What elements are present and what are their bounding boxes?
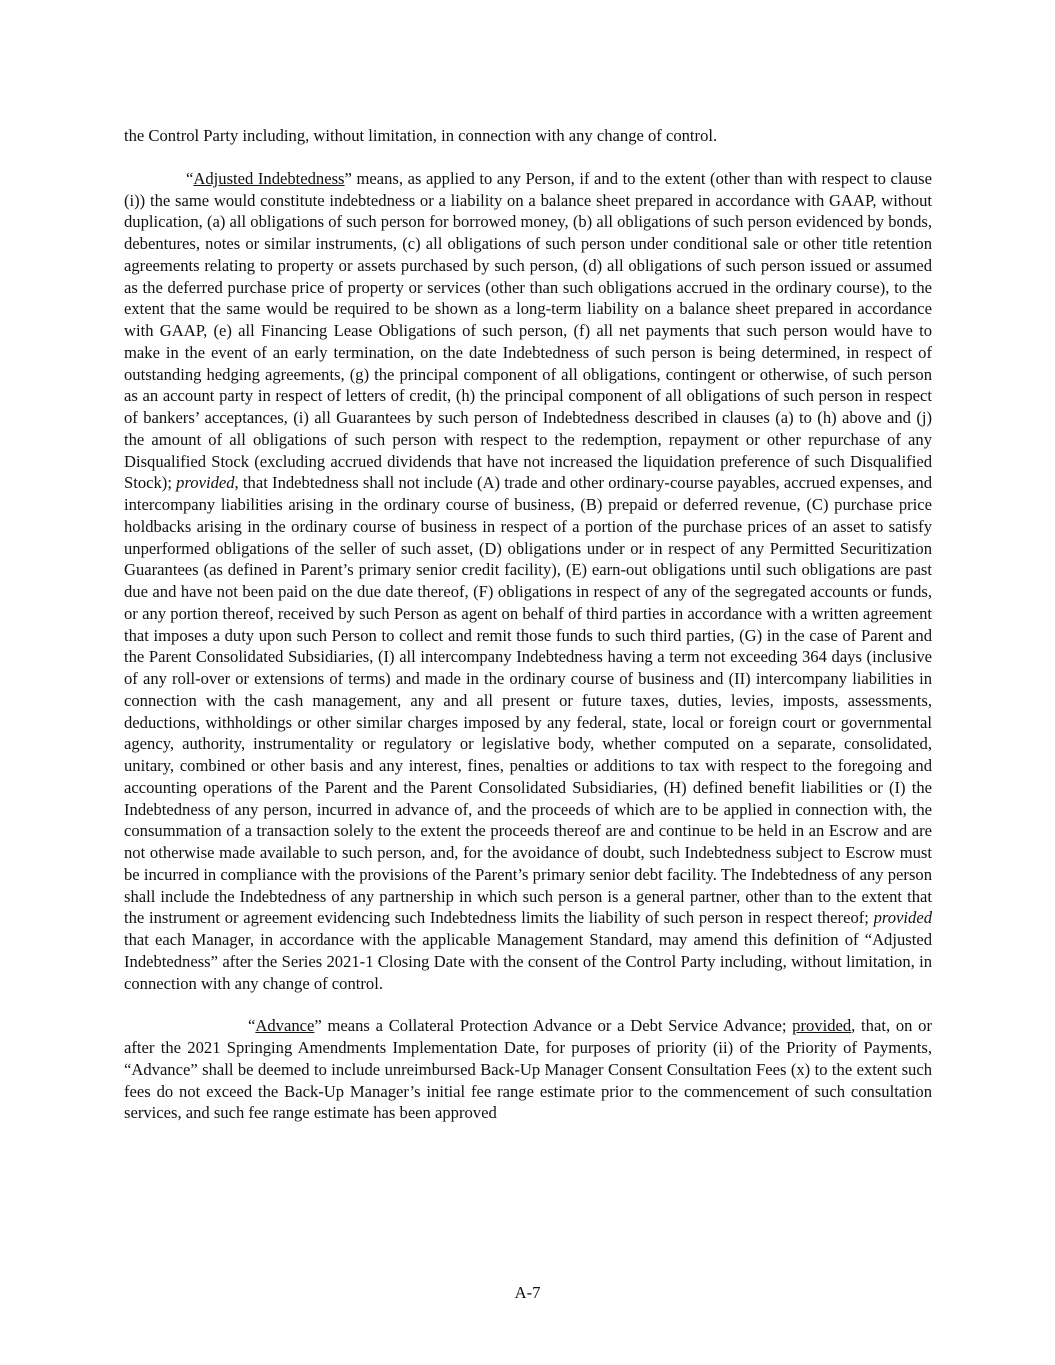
open-quote: “ (186, 168, 194, 188)
close-quote: ” (344, 168, 352, 188)
defined-term-advance: Advance (255, 1016, 315, 1036)
page-number: A-7 (514, 1283, 541, 1302)
provided-italic-2: provided (873, 908, 932, 928)
definition-body-part-2: , that Indebtedness shall not include (A) trade and other ordinary-course payables, accrued expenses, and intercompany liabilities arising in the ordinary course of business, (B) prepaid or deferred revenue, (C) purchase price holdbacks arising in the ordinary course of business in respect of a portion of the purchase prices of an asset to satisfy unperformed obligations of the seller of such asset, (D) obligations under or in respect of any Permitted Securitization Guarantees (as defined in Parent’s primary senior credit facility), (E) earn-out obligations until such obligations are past due and have not been paid on the due date thereof, (F) obligations in respect of any of the segregated accounts or funds, or any portion thereof, received by such Person as agent on behalf of third parties in accordance with a written agreement that imposes a duty upon such Person to collect and remit those funds to such third parties, (G) in the case of Parent and the Parent Consolidated Subsidiaries, (I) all intercompany Indebtedness having a term not exceeding 364 days (inclusive of any roll-over or extensions of terms) and made in the ordinary course of business and (II) intercompany liabilities in connection with the cash management, any and all present or future taxes, duties, levies, imposts, assessments, deductions, withholdings or other similar charges imposed by any federal, state, local or foreign court or governmental agency, authority, instrumentality or regulatory or legislative body, whether computed on a separate, consolidated, unitary, combined or other basis and any interest, fines, penalties or additions to tax with respect to the foregoing and accounting operations of the Parent and the Parent Consolidated Subsidiaries, (H) defined benefit liabilities or (I) the Indebtedness of any person, incurred in advance of, and the proceeds of which are to be applied in connection with, the consummation of a transaction solely to the extent the proceeds thereof are and continue to be held in an Escrow and are not otherwise made available to such person, and, for the avoidance of doubt, such Indebtedness subject to Escrow must be incurred in compliance with the provisions of the Parent’s primary senior debt facility. The Indebtedness of any person shall include the Indebtedness of any partnership in which such person is a general partner, other than to the extent that the instrument or agreement evidencing such Indebtedness limits the liability of such person in respect thereof; (124, 473, 932, 928)
provided-italic-1: provided (176, 473, 235, 493)
advance-body-part-2: , that, on or after the 2021 Springing Amendments Implementation Date, for purposes of priority (ii) of the Priority of Payments, “Advance” shall be deemed to include unreimbursed Back-Up Manager Consent Consultation Fees (x) to the extent such fees do not exceed the Back-Up Manager’s initial fee range estimate prior to the commencement of such consultation services, and such fee range estimate has been approved (124, 1016, 932, 1123)
open-quote: “ (248, 1016, 256, 1036)
advance-body-part-1: means a Collateral Protection Advance or a Debt Service Advance; (321, 1016, 793, 1036)
document-page (124, 125, 932, 1124)
advance-definition (124, 1015, 932, 1124)
defined-term-adjusted-indebtedness: Adjusted Indebtedness (193, 168, 345, 188)
definition-body-part-1: means, as applied to any Person, if and to the extent (other than with respect to clause (i)) the same would constitute indebtedness or a liability on a balance sheet prepared in accordance with GAAP, without duplication, (a) all obligations of such person for borrowed money, (b) all obligations of such person evidenced by bonds, debentures, notes or similar instruments, (c) all obligations of such person under conditional sale or other title retention agreements relating to property or assets purchased by such person, (d) all obligations of such person issued or assumed as the deferred purchase price of property or services (other than such obligations accrued in the ordinary course), to the extent that the same would be required to be shown as a long-term liability on a balance sheet prepared in accordance with GAAP, (e) all Financing Lease Obligations of such person, (f) all net payments that such person would have to make in the event of an early termination, on the date Indebtedness of such person is being determined, in respect of outstanding hedging agreements, (g) the principal component of all obligations, contingent or otherwise, of such person as an account party in respect of letters of credit, (h) the principal component of all obligations of such person in respect of bankers’ acceptances, (i) all Guarantees by such person of Indebtedness described in clauses (a) to (h) above and (j) the amount of all obligations of such person with respect to the redemption, repayment or other repurchase of any Disqualified Stock (excluding accrued dividends that have not increased the liquidation preference of such Disqualified Stock); (124, 168, 933, 493)
close-quote: ” (314, 1016, 322, 1036)
provided-underlined: provided (792, 1016, 852, 1036)
definition-body-part-3: that each Manager, in accordance with the applicable Management Standard, may amend this definition of “Adjusted Indebtedness” after the Series 2021-1 Closing Date with the consent of the Control Party including, without limitation, in connection with any change of control. (124, 930, 932, 993)
intro-text: the Control Party including, without limitation, in connection with any change of control. (124, 126, 718, 145)
adjusted-indebtedness-definition (124, 168, 932, 995)
intro-paragraph (124, 125, 932, 147)
